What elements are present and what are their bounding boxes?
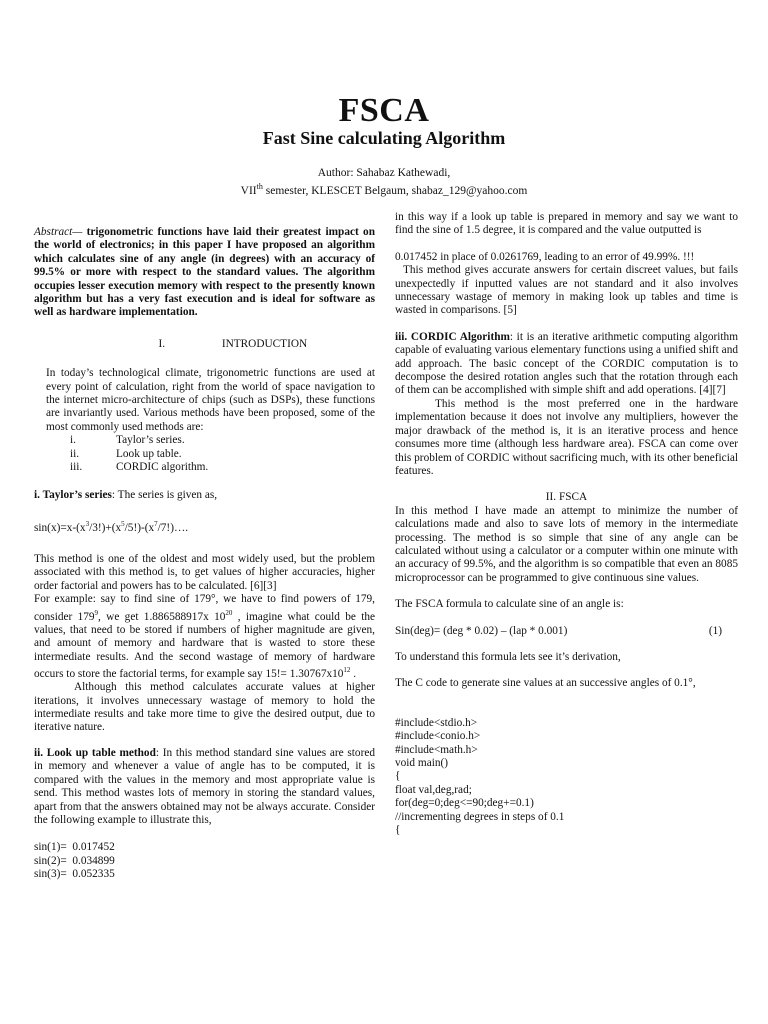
code-line: for(deg=0;deg<=90;deg+=0.1) [395,797,534,810]
cordic-paragraph [395,331,738,398]
lookup-rest: : In this method standard sine values are stored in memory and whenever a value of angle has to be computed, it is compared with the values in the memory and most appropriate value is send. This method wastes lots of memory in storing the standard values, apart from that the answers obtained may not be always accurate. Consider the following example to illustrate this, [34,746,375,826]
code-line: void main() [395,757,449,769]
right-paragraph-2: 0.017452 in place of 0.0261769, leading to an error of 49.99%. !!! [395,250,695,263]
taylor-paragraph-3: Although this method calculates accurate values at higher iterations, it involves unnecessary wastage of memory to hold the intermediate results and take more time to give the desired output, due to iterative nature. [34,681,375,734]
taylor-paragraph-2: For example: say to find sine of 179°, we have to find powers of 179, consider $179^9$, we get 1.886588917x $10^{20}$ , imagine what could be the values, that need to be stored if numbers of higher magnitude are given, and amount of memory and hardware that is wasted to store these intermediate results. And the second wastage of memory of hardware occurs to store the factorial terms, for example say $15!= 1.30767x10^{12}$ . [34,593,376,680]
sin-value-line: sin(3)= 0.052335 [34,868,115,881]
taylor-heading [34,489,375,502]
method-label: CORDIC algorithm. [116,461,209,474]
methods-list [34,434,375,474]
lookup-paragraph [34,747,375,827]
method-number: iii. [70,461,83,474]
code-line: #include<math.h> [395,743,478,756]
author-line: Author: Sahabaz Kathewadi, [317,167,451,179]
sin-values-list [34,841,375,881]
cordic-rest: : it is an iterative arithmetic computing algorithm capable of evaluating various elementary functions using a unified shift and add approach. The basic concept of the CORDIC computation is to decompose the desired rotation angles such that the rotation through each of them can be accomplished with simple shift and add operations. [4][7] [395,330,738,397]
author-block [0,166,768,198]
method-list-item [70,448,375,461]
code-line: //incrementing degrees in steps of 0.1 [395,810,565,823]
method-label: Look up table. [116,447,182,460]
code-line: float val,deg,rad; [395,783,472,796]
abstract [34,226,375,320]
code-line: #include<conio.h> [395,730,481,743]
taylor-formula: $\sin(x)=x-(x^3/3!)+(x^5/5!)-(x^7/7!)\dots$. [34,519,189,534]
affiliation-rest: semester, KLESCET Belgaum, shabaz_129@yahoo.com [262,184,528,197]
method-list-item [70,434,375,447]
lookup-head: ii. Look up table method [34,746,156,759]
code-line: { [395,770,401,783]
fsca-paragraph-3: To understand this formula lets see it’s derivation, [395,650,621,663]
cordic-paragraph-2: This method is the most preferred one in the hardware implementation because it does not involve any multipliers, however the major drawback of the method is, it is an iterative process and hence consumes more time (although less hardware area). FSCA can come over this problem of CORDIC without sacrificing much, with its other beneficial features. [395,397,738,477]
method-number: i. [70,434,76,447]
fsca-paragraph-1: In this method I have made an attempt to minimize the number of calculations made and also to save lots of memory in the intermediate processing. The method is so simple that sine of any angle can be calculated without using a calculator or a computer within one minute with an accuracy of 99.5%, and the algorithm is so compatible that even an 8085 microprocessor can be programmed to give continuous sine values. [395,504,738,584]
taylor-paragraph-1: This method is one of the oldest and most widely used, but the problem associated with this method is, to get values of higher accuracies, higher order factorial and powers has to be calculated. [6][3] [34,553,375,592]
fsca-formula [395,625,738,638]
section-heading-fsca: II. FSCA [545,491,588,504]
fsca-paragraph-4: The C code to generate sine values at an successive angles of 0.1°, [395,677,696,690]
method-list-item [70,461,375,474]
sin-value-line: sin(1)= 0.017452 [34,841,115,854]
section-heading-introduction [34,338,375,351]
code-block [395,717,738,838]
method-label: Taylor’s series. [116,434,185,447]
taylor-rest: : The series is given as, [111,488,218,501]
section-number: I. [158,337,166,350]
affiliation-sup: th [256,182,263,191]
formula-number: (1) [708,624,722,637]
abstract-text: trigonometric functions have laid their greatest impact on the world of electronics; in this paper I have proposed an algorithm which calculates sine of any angle (in degrees) with an accuracy of 99.5% or more with respect to the standard values. The algorithm occupies lesser execution memory with respect to the presently known algorithm but has a very fast execution and is ideal for software as well as hardware implementation. [34,226,375,319]
left-column [34,226,375,882]
section-title: INTRODUCTION [221,337,308,350]
right-column [395,211,738,837]
affiliation-prefix: VII [240,184,257,197]
code-line: #include<stdio.h> [395,716,478,729]
formula-text: Sin(deg)= (deg * 0.02) – (lap * 0.001) [395,624,568,637]
affiliation-line [0,180,768,198]
abstract-label: Abstract— [34,226,83,238]
method-number: ii. [70,447,80,460]
paper-subtitle: Fast Sine calculating Algorithm [262,128,506,148]
taylor-head: i. Taylor’s series [34,488,112,501]
intro-paragraph: In today’s technological climate, trigonometric functions are used at every point of calculation, right from the world of space navigation to the internet micro-architecture of chips (such as DSPs), these functions are invariantly used. Various methods have been proposed, some of the most commonly used methods are: [46,367,375,433]
sin-value-line: sin(2)= 0.034899 [34,854,115,867]
right-paragraph-3: This method gives accurate answers for certain discreet values, but fails unexpectedly if inputted values are not standard and it also involves unnecessary wastage of memory in making look up tables and time is wasted in comparisons. [5] [395,264,738,317]
fsca-paragraph-2: The FSCA formula to calculate sine of an angle is: [395,598,624,611]
cordic-head: iii. CORDIC Algorithm [395,330,510,343]
right-paragraph-1: in this way if a look up table is prepared in memory and say we want to find the sine of 1.5 degree, it is compared and the value outputted is [395,211,738,237]
code-line: { [395,824,401,837]
paper-title: FSCA [338,92,430,129]
